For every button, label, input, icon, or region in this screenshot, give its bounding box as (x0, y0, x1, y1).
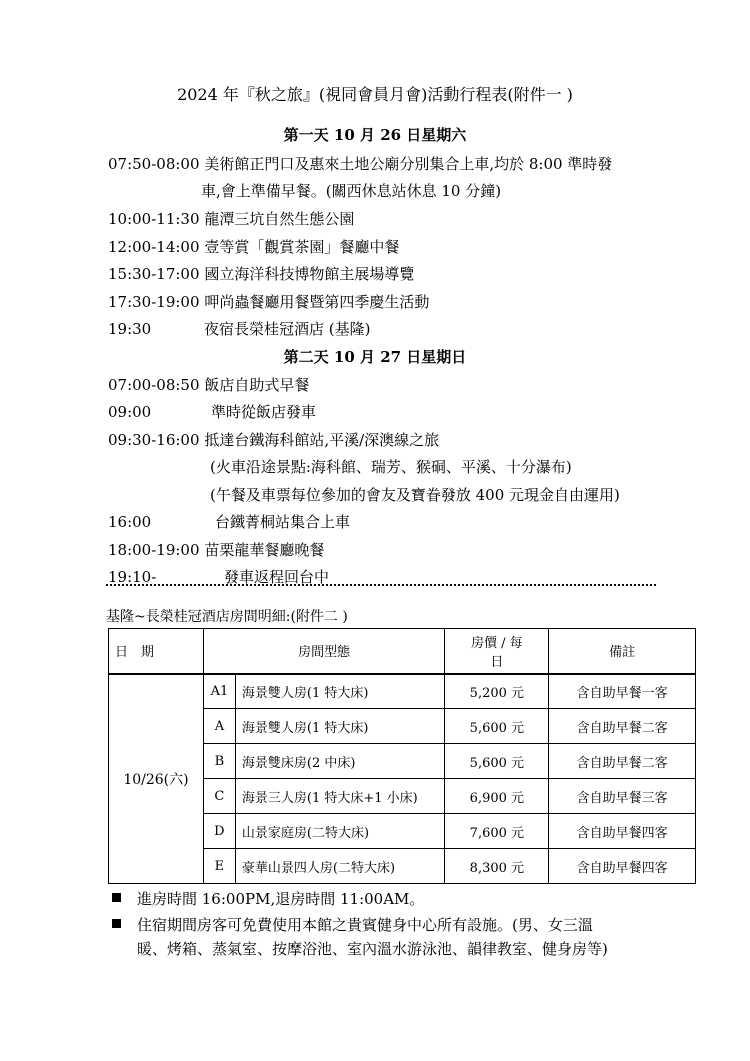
item-desc: 苗栗龍華餐廳晚餐 (204, 541, 325, 559)
room-type: 海景三人房(1 特大床+1 小床) (235, 779, 445, 814)
item-time: 12:00-14:00 (108, 238, 200, 256)
square-bullet-icon (112, 919, 121, 928)
room-code: A (203, 709, 235, 744)
room-date: 10/26(六) (109, 674, 204, 884)
room-remark: 含自助早餐二客 (549, 744, 696, 779)
room-code: B (203, 744, 235, 779)
room-code: C (203, 779, 235, 814)
room-remark: 含自助早餐四客 (549, 814, 696, 849)
room-remark: 含自助早餐三客 (549, 779, 696, 814)
room-type: 海景雙人房(1 特大床) (235, 674, 445, 709)
item-desc: 準時從飯店發車 (211, 403, 317, 421)
item-time: 19:30 (108, 320, 152, 338)
day1-heading: 第一天 10 月 26 日星期六 (283, 126, 467, 144)
room-price: 5,200 元 (445, 674, 549, 709)
table-row (109, 674, 696, 709)
day2-item (108, 429, 439, 450)
room-price: 5,600 元 (445, 709, 549, 744)
day1-item (108, 208, 354, 229)
item-time: 09:30-16:00 (108, 431, 200, 449)
room-code: A1 (203, 674, 235, 709)
day2-heading: 第二天 10 月 27 日星期日 (283, 348, 467, 366)
item-time: 07:00-08:50 (108, 376, 200, 394)
item-time: 10:00-11:30 (108, 210, 200, 228)
note-facilities (112, 914, 593, 935)
note-checkin (112, 888, 424, 909)
page-title: 2024 年『秋之旅』(視同會員月會)活動行程表(附件一 ) (177, 85, 573, 104)
day2-note: (午餐及車票每位參加的會友及寶眷發放 400 元現金自由運用) (210, 486, 620, 504)
item-time: 16:00 (108, 513, 152, 531)
item-time: 15:30-17:00 (108, 265, 200, 283)
header-remark: 備註 (549, 629, 696, 674)
table-header-row (109, 629, 696, 674)
room-table (108, 628, 696, 884)
room-price: 8,300 元 (445, 849, 549, 884)
item-time: 07:50-08:00 (108, 155, 200, 173)
item-time: 09:00 (108, 403, 152, 421)
note-text: 住宿期間房客可免費使用本館之貴賓健身中心所有設施。(男、女三溫 (137, 916, 593, 934)
room-type: 山景家庭房(二特大床) (235, 814, 445, 849)
day2-item (108, 511, 350, 532)
item-time: 18:00-19:00 (108, 541, 200, 559)
day2-item (108, 374, 309, 395)
header-price-line2: 日 (490, 654, 504, 670)
room-type: 豪華山景四人房(二特大床) (235, 849, 445, 884)
room-remark: 含自助早餐二客 (549, 709, 696, 744)
item-desc: 發車返程回台中 (224, 568, 330, 586)
day2-item (108, 401, 316, 422)
room-code: E (203, 849, 235, 884)
item-time: 19:10- (108, 568, 157, 586)
day1-item (108, 263, 414, 284)
room-price: 5,600 元 (445, 744, 549, 779)
note-text: 進房時間 16:00PM,退房時間 11:00AM。 (137, 890, 425, 908)
item-desc: 抵達台鐵海科館站,平溪/深澳線之旅 (204, 431, 440, 449)
item-desc: 國立海洋科技博物館主展場導覽 (204, 265, 415, 283)
header-date: 日 期 (109, 629, 204, 674)
room-price: 7,600 元 (445, 814, 549, 849)
room-remark: 含自助早餐一客 (549, 674, 696, 709)
item-desc: 夜宿長榮桂冠酒店 (基隆) (204, 320, 371, 338)
item-desc: 呷尚蟲餐廳用餐暨第四季慶生活動 (204, 293, 430, 311)
day1-item (108, 153, 612, 174)
header-price-line1: 房價 / 每 (471, 635, 523, 651)
room-type: 海景雙人房(1 特大床) (235, 709, 445, 744)
item-desc: 壹等賞「觀賞茶園」餐廳中餐 (204, 238, 400, 256)
room-price: 6,900 元 (445, 779, 549, 814)
item-desc: 台鐵菁桐站集合上車 (215, 513, 351, 531)
room-type: 海景雙床房(2 中床) (235, 744, 445, 779)
day1-item-continuation: 車,會上準備早餐。(關西休息站休息 10 分鐘) (201, 182, 502, 200)
item-time: 17:30-19:00 (108, 293, 200, 311)
day1-item (108, 236, 399, 257)
day1-item (108, 318, 370, 339)
room-remark: 含自助早餐四客 (549, 849, 696, 884)
item-desc: 飯店自助式早餐 (204, 376, 310, 394)
header-price (445, 629, 549, 674)
day2-item (108, 539, 324, 560)
square-bullet-icon (112, 893, 121, 902)
day1-item (108, 291, 429, 312)
header-room-type: 房間型態 (203, 629, 445, 674)
note-facilities-continuation: 暖、烤箱、蒸氣室、按摩浴池、室內溫水游泳池、韻律教室、健身房等) (137, 940, 608, 958)
dotted-divider (106, 584, 656, 586)
day2-note: (火車沿途景點:海科館、瑞芳、猴硐、平溪、十分瀑布) (210, 458, 572, 476)
room-code: D (203, 814, 235, 849)
room-table-caption: 基隆~長榮桂冠酒店房間明細:(附件二 ) (106, 609, 348, 625)
item-desc: 龍潭三坑自然生態公園 (204, 210, 355, 228)
item-desc: 美術館正門口及惠來土地公廟分別集合上車,均於 8:00 準時發 (204, 155, 613, 173)
